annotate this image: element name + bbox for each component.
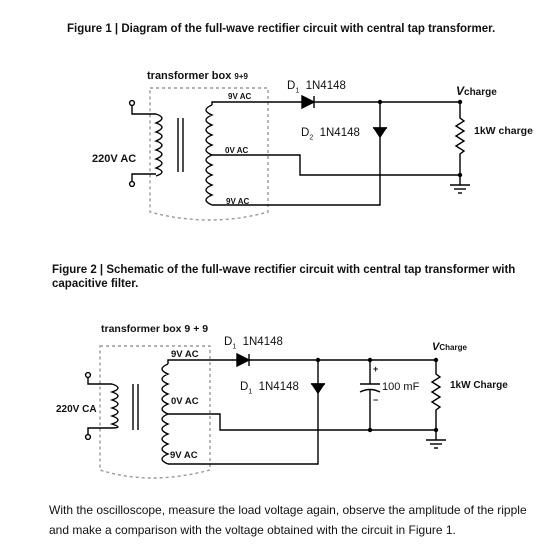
figure2-caption: Figure 2 | Schematic of the full-wave rectifier circuit with central tap transformer with capacitive filter. bbox=[52, 264, 516, 290]
figure1-secondary-coil bbox=[206, 105, 212, 205]
figure2-d1-label: $D_1$ 1N4148 bbox=[224, 336, 283, 351]
figure2-source-label: 220V CA bbox=[56, 404, 97, 415]
figure2-primary-coil bbox=[112, 384, 118, 428]
figure2-secondary-coil bbox=[162, 364, 168, 464]
figure1-d2-label: $D_2$ 1N4148 bbox=[301, 127, 360, 142]
figure1-caption: Figure 1 | Diagram of the full-wave rectifier circuit with central tap transformer. bbox=[67, 23, 496, 35]
instruction-text: With the oscilloscope, measure the load voltage again, observe the amplitude of the ripple and make a comparison with the voltage obtained with the circuit in Figure 1. bbox=[49, 503, 527, 537]
figure1-load-resistor bbox=[456, 102, 464, 185]
figure1-vcharge-label: Vcharge bbox=[456, 84, 497, 98]
figure2-capacitor-label: 100 mF bbox=[382, 381, 420, 393]
figure2-diode-d2 bbox=[312, 384, 324, 393]
figure1-diode-d1 bbox=[302, 96, 314, 108]
figure2-vcharge-label: VCharge bbox=[432, 341, 467, 353]
figure1-transformer-label: transformer box 9+9 bbox=[147, 70, 248, 82]
figure1-d1-label: $D_1$ 1N4148 bbox=[287, 80, 346, 95]
figure1-primary-coil bbox=[156, 114, 162, 176]
figure1-top-tap: 9V AC bbox=[228, 92, 252, 101]
figure1-center-tap: 0V AC bbox=[225, 146, 249, 155]
figure2-center-tap: 0V AC bbox=[171, 396, 199, 407]
figure1-diode-d2 bbox=[374, 128, 386, 137]
figure2-d2-label: $D_1$ 1N4148 bbox=[240, 381, 299, 396]
figure2-diode-d1 bbox=[237, 354, 249, 366]
figure2-load-label: 1kW Charge bbox=[450, 380, 508, 391]
figure2-transformer-label: transformer box 9 + 9 bbox=[101, 323, 209, 335]
figure1-source-label: 220V AC bbox=[92, 153, 137, 165]
figure1-load-label: 1kW charge bbox=[474, 125, 533, 137]
figure2-cap-minus: − bbox=[373, 395, 379, 405]
figure1-bottom-tap: 9V AC bbox=[226, 197, 250, 206]
figure2-bottom-tap: 9V AC bbox=[170, 450, 198, 461]
figure2-cap-plus: + bbox=[373, 364, 379, 374]
figure2-top-tap: 9V AC bbox=[171, 349, 199, 360]
